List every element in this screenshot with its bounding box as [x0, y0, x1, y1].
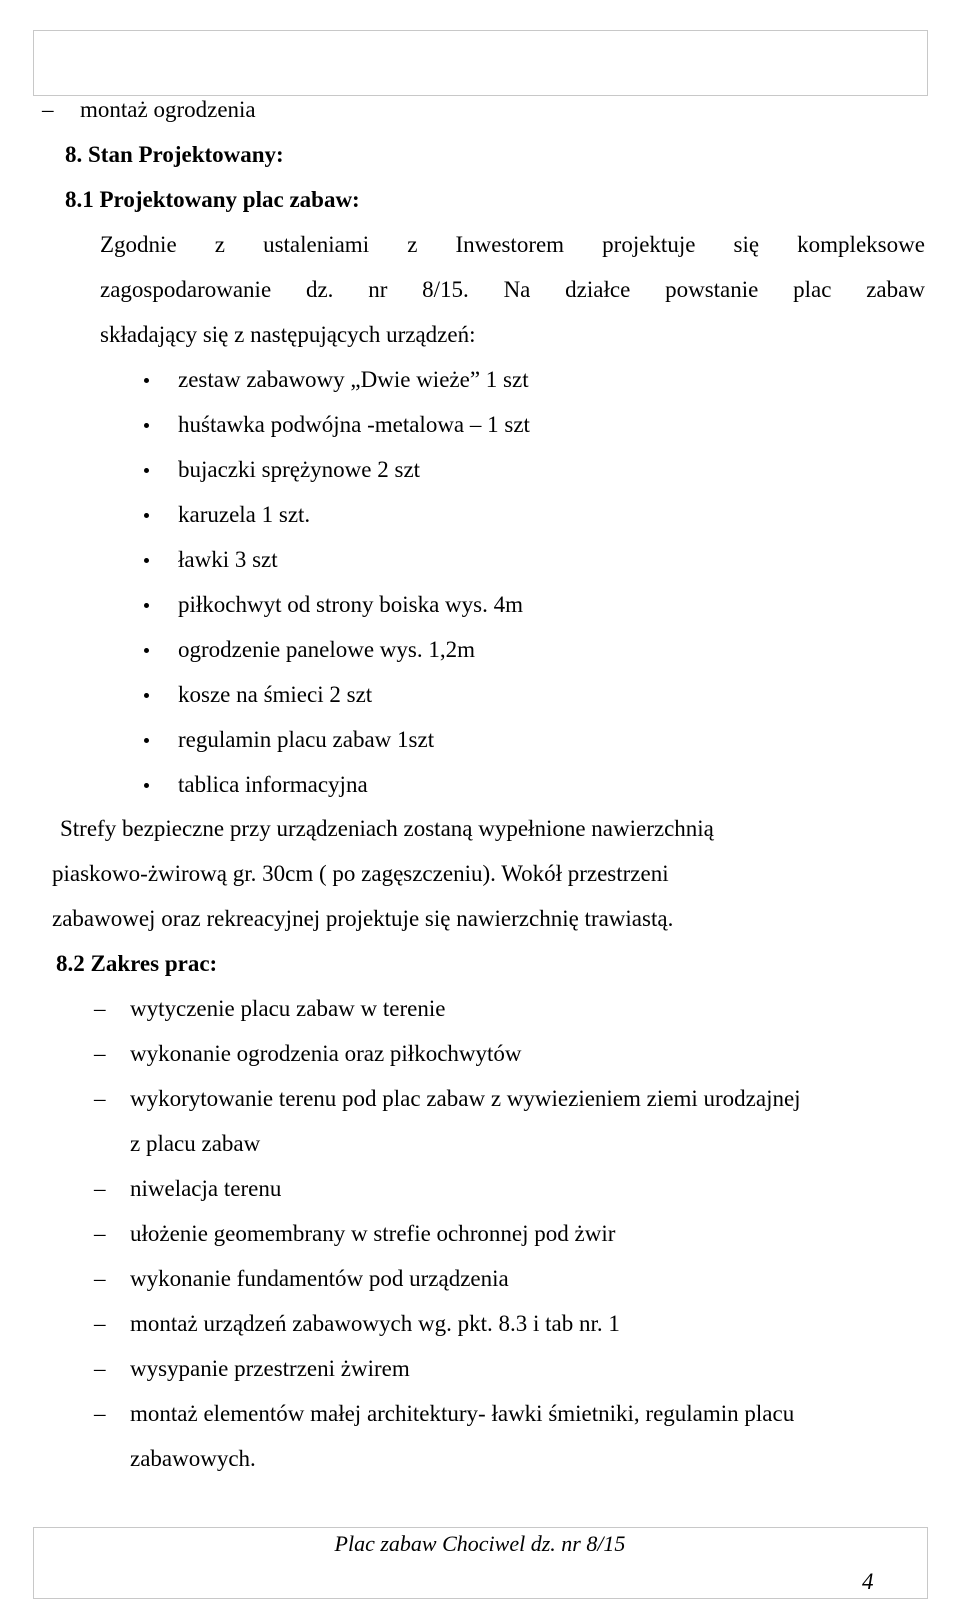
word: powstanie [665, 277, 759, 302]
work-item: wykonanie ogrodzenia oraz piłkochwytów [130, 1041, 522, 1066]
equipment-item: regulamin placu zabaw 1szt [178, 727, 435, 752]
section-8-heading: 8. Stan Projektowany: [65, 142, 284, 167]
bullet-marker [144, 423, 149, 428]
word: zagospodarowanie [100, 277, 272, 302]
word: się [733, 232, 760, 257]
work-item: montaż urządzeń zabawowych wg. pkt. 8.3 i tab nr. 1 [130, 1311, 620, 1336]
bullet-marker [144, 603, 149, 608]
word: plac [793, 277, 832, 302]
equipment-item: tablica informacyjna [178, 772, 368, 797]
work-item-continuation: z placu zabaw [130, 1131, 261, 1156]
dash-marker: – [94, 1086, 106, 1111]
word: kompleksowe [797, 232, 925, 257]
dash-marker: – [94, 1356, 106, 1381]
intro-line-1 [100, 230, 925, 260]
bullet-marker [144, 468, 149, 473]
header-box [33, 30, 928, 96]
equipment-item: huśtawka podwójna -metalowa – 1 szt [178, 412, 530, 437]
work-item: niwelacja terenu [130, 1176, 282, 1201]
dash-marker: – [94, 996, 106, 1021]
bullet-marker [144, 738, 149, 743]
word: Na [503, 277, 531, 302]
bullet-marker [144, 513, 149, 518]
word: Zgodnie [100, 232, 177, 257]
work-item: wykonanie fundamentów pod urządzenia [130, 1266, 509, 1291]
dash-marker: – [94, 1041, 106, 1066]
footer-title: Plac zabaw Chociwel dz. nr 8/15 [334, 1531, 626, 1556]
bullet-marker [144, 783, 149, 788]
bullet-marker [144, 693, 149, 698]
section-8-1-heading: 8.1 Projektowany plac zabaw: [65, 187, 360, 212]
safety-para-line: Strefy bezpieczne przy urządzeniach zostaną wypełnione nawierzchnią [60, 816, 714, 841]
intro-line-2 [100, 275, 925, 305]
equipment-item: bujaczki sprężynowe 2 szt [178, 457, 421, 482]
word: dz. [305, 277, 334, 302]
word: zabaw [866, 277, 925, 302]
safety-para-line: piaskowo-żwirową gr. 30cm ( po zagęszczeniu). Wokół przestrzeni [52, 861, 669, 886]
safety-para-line: zabawowej oraz rekreacyjnej projektuje się nawierzchnię trawiastą. [52, 906, 674, 931]
word: projektuje [602, 232, 696, 257]
dash-marker: – [42, 97, 54, 122]
word: działce [565, 277, 631, 302]
equipment-item: kosze na śmieci 2 szt [178, 682, 373, 707]
dash-marker: – [94, 1176, 106, 1201]
page-number: 4 [862, 1569, 874, 1594]
work-item: montaż elementów małej architektury- ławki śmietniki, regulamin placu [130, 1401, 795, 1426]
word: nr [368, 277, 388, 302]
word: z [407, 232, 418, 257]
word: ustaleniami [263, 232, 370, 257]
dash-marker: – [94, 1311, 106, 1336]
word: z [214, 232, 225, 257]
dash-marker: – [94, 1401, 106, 1426]
work-item-continuation: zabawowych. [130, 1446, 256, 1471]
intro-line-3: składający się z następujących urządzeń: [100, 322, 476, 347]
dash-marker: – [94, 1221, 106, 1246]
bullet-marker [144, 558, 149, 563]
equipment-item: karuzela 1 szt. [178, 502, 311, 527]
section-8-2-heading: 8.2 Zakres prac: [56, 951, 218, 976]
work-item: ułożenie geomembrany w strefie ochronnej pod żwir [130, 1221, 616, 1246]
work-item: wytyczenie placu zabaw w terenie [130, 996, 446, 1021]
list-item: montaż ogrodzenia [80, 97, 256, 122]
work-item: wysypanie przestrzeni żwirem [130, 1356, 410, 1381]
word: 8/15. [422, 277, 469, 302]
equipment-item: ogrodzenie panelowe wys. 1,2m [178, 637, 476, 662]
equipment-item: zestaw zabawowy „Dwie wieże” 1 szt [178, 367, 529, 392]
equipment-item: ławki 3 szt [178, 547, 278, 572]
bullet-marker [144, 378, 149, 383]
word: Inwestorem [455, 232, 565, 257]
equipment-item: piłkochwyt od strony boiska wys. 4m [178, 592, 523, 617]
bullet-marker [144, 648, 149, 653]
work-item: wykorytowanie terenu pod plac zabaw z wywiezieniem ziemi urodzajnej [130, 1086, 801, 1111]
dash-marker: – [94, 1266, 106, 1291]
